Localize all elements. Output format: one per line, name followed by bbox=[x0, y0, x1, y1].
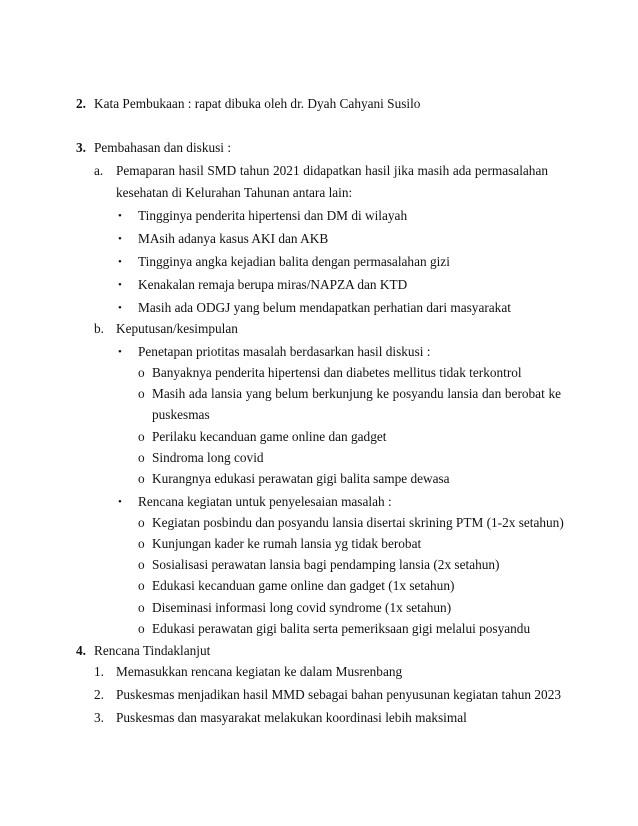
sub-bullet-icon: o bbox=[138, 471, 145, 486]
list-item: Masih ada lansia yang belum berkunjung ke posyandu lansia dan berobat ke bbox=[152, 386, 561, 401]
bullet-icon: • bbox=[118, 346, 122, 358]
bullet-icon: • bbox=[118, 279, 122, 291]
list-item: Kenakalan remaja berupa miras/NAPZA dan KTD bbox=[138, 277, 408, 292]
sub-bullet-icon: o bbox=[138, 600, 145, 615]
item-a-label: a. bbox=[94, 163, 104, 178]
item-a-line-2: kesehatan di Kelurahan Tahunan antara lain: bbox=[116, 185, 353, 200]
sub-bullet-icon: o bbox=[138, 365, 145, 380]
priority-title: Penetapan priotitas masalah berdasarkan hasil diskusi : bbox=[138, 344, 431, 359]
sub-bullet-icon: o bbox=[138, 557, 145, 572]
list-item: Edukasi perawatan gigi balita serta pemeriksaan gigi melalui posyandu bbox=[152, 621, 531, 636]
sub-bullet-icon: o bbox=[138, 515, 145, 530]
sub-bullet-icon: o bbox=[138, 429, 145, 444]
sub-bullet-icon: o bbox=[138, 578, 145, 593]
bullet-icon: • bbox=[118, 233, 122, 245]
followup-item: Puskesmas dan masyarakat melakukan koordinasi lebih maksimal bbox=[116, 710, 467, 725]
followup-number: 1. bbox=[94, 664, 104, 679]
section-3-title: Pembahasan dan diskusi : bbox=[94, 140, 232, 155]
list-item: Perilaku kecanduan game online dan gadget bbox=[152, 429, 387, 444]
list-item: Kunjungan kader ke rumah lansia yg tidak berobat bbox=[152, 536, 422, 551]
section-4-number: 4. bbox=[76, 643, 86, 658]
list-item-continuation: puskesmas bbox=[152, 407, 210, 422]
plan-title: Rencana kegiatan untuk penyelesaian masalah : bbox=[138, 494, 392, 509]
section-2-number: 2. bbox=[76, 96, 86, 111]
followup-number: 2. bbox=[94, 687, 104, 702]
bullet-icon: • bbox=[118, 496, 122, 508]
bullet-icon: • bbox=[118, 302, 122, 314]
list-item: Sindroma long covid bbox=[152, 450, 264, 465]
section-2-text: Kata Pembukaan : rapat dibuka oleh dr. Dyah Cahyani Susilo bbox=[94, 96, 421, 111]
sub-bullet-icon: o bbox=[138, 621, 145, 636]
list-item: MAsih adanya kasus AKI dan AKB bbox=[138, 231, 329, 246]
list-item: Kegiatan posbindu dan posyandu lansia disertai skrining PTM (1-2x setahun) bbox=[152, 515, 564, 530]
item-b-label: b. bbox=[94, 321, 104, 336]
sub-bullet-icon: o bbox=[138, 536, 145, 551]
sub-bullet-icon: o bbox=[138, 386, 145, 401]
bullet-icon: • bbox=[118, 210, 122, 222]
bullet-icon: • bbox=[118, 256, 122, 268]
followup-number: 3. bbox=[94, 710, 104, 725]
item-a-line-1: Pemaparan hasil SMD tahun 2021 didapatkan hasil jika masih ada permasalahan bbox=[116, 163, 548, 178]
list-item: Diseminasi informasi long covid syndrome (1x setahun) bbox=[152, 600, 452, 615]
list-item: Sosialisasi perawatan lansia bagi pendamping lansia (2x setahun) bbox=[152, 557, 500, 572]
list-item: Masih ada ODGJ yang belum mendapatkan perhatian dari masyarakat bbox=[138, 300, 511, 315]
section-3-number: 3. bbox=[76, 140, 86, 155]
item-b-title: Keputusan/kesimpulan bbox=[116, 321, 238, 336]
section-4-title: Rencana Tindaklanjut bbox=[94, 643, 211, 658]
list-item: Kurangnya edukasi perawatan gigi balita sampe dewasa bbox=[152, 471, 450, 486]
list-item: Banyaknya penderita hipertensi dan diabetes mellitus tidak terkontrol bbox=[152, 365, 522, 380]
list-item: Edukasi kecanduan game online dan gadget (1x setahun) bbox=[152, 578, 455, 593]
followup-item: Puskesmas menjadikan hasil MMD sebagai bahan penyusunan kegiatan tahun 2023 bbox=[116, 687, 561, 702]
sub-bullet-icon: o bbox=[138, 450, 145, 465]
list-item: Tingginya angka kejadian balita dengan permasalahan gizi bbox=[138, 254, 450, 269]
followup-item: Memasukkan rencana kegiatan ke dalam Musrenbang bbox=[116, 664, 403, 679]
list-item: Tingginya penderita hipertensi dan DM di wilayah bbox=[138, 208, 408, 223]
